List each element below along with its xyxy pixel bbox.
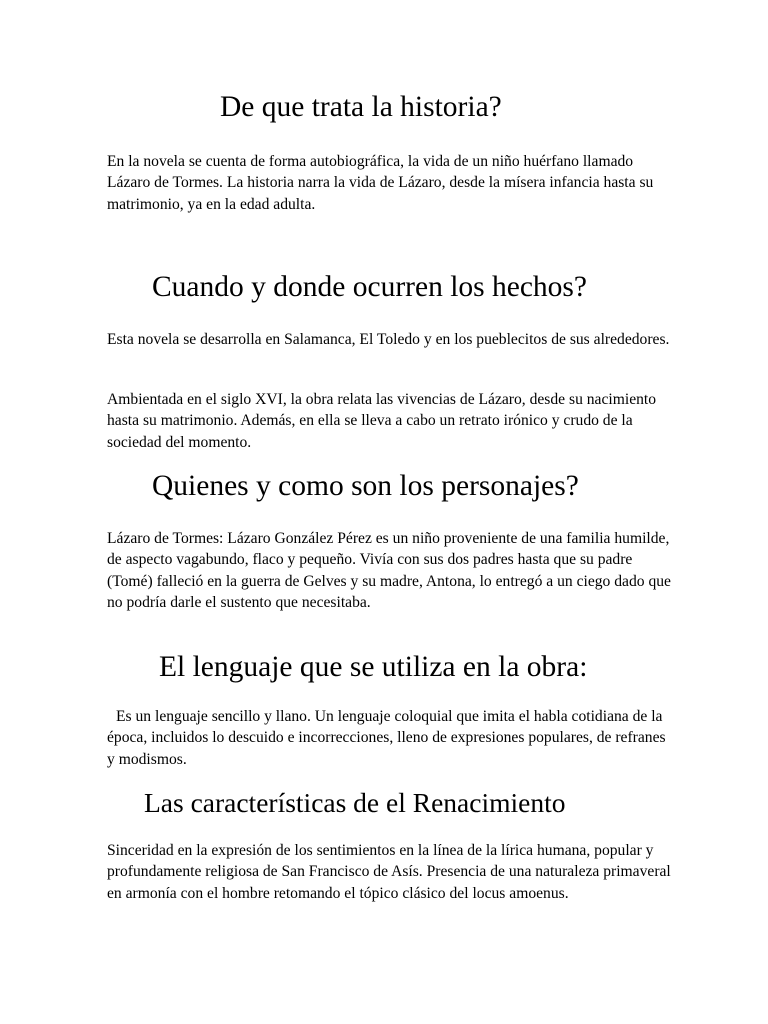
section-heading-personajes: Quienes y como son los personajes?: [152, 470, 579, 502]
section-paragraph: Ambientada en el siglo XVI, la obra relata las vivencias de Lázaro, desde su nacimiento hasta su matrimonio. Además, en ella se lleva a cabo un retrato irónico y crudo de la sociedad del momento.: [107, 391, 657, 451]
section-heading-lenguaje: El lenguaje que se utiliza en la obra:: [159, 651, 588, 683]
section-paragraph: Lázaro de Tormes: Lázaro González Pérez es un niño proveniente de una familia humilde, de aspecto vagabundo, flaco y pequeño. Vivía con sus dos padres hasta que su padre (Tomé) falleció en la guerra de Gelves y su madre, Antona, lo entregó a un ciego dado que no podría darle el sustento que necesitaba.: [107, 530, 671, 611]
section-heading-cuando-donde: Cuando y donde ocurren los hechos?: [152, 271, 588, 303]
section-paragraph: [107, 706, 677, 770]
section-paragraph: Esta novela se desarrolla en Salamanca, El Toledo y en los pueblecitos de sus alrededores.: [107, 331, 670, 348]
section-paragraph: En la novela se cuenta de forma autobiográfica, la vida de un niño huérfano llamado Lázaro de Tormes. La historia narra la vida de Lázaro, desde la mísera infancia hasta su matrimonio, ya en la edad adulta.: [107, 153, 654, 213]
section-heading-historia: De que trata la historia?: [220, 91, 502, 123]
section-paragraph: Sinceridad en la expresión de los sentimientos en la línea de la lírica humana, popular y profundamente religiosa de San Francisco de Asís. Presencia de una naturaleza primaveral en armonía con el hombre retomando el tópico clásico del locus amoenus.: [107, 842, 671, 902]
section-heading-renacimiento: Las características de el Renacimiento: [144, 787, 566, 818]
indented-text: Es un lenguaje sencillo y llano. Un lenguaje coloquial que imita el habla cotidiana de la época, incluidos lo descuido e incorrecciones, lleno de expresiones populares, de refranes y modismos.: [107, 708, 666, 768]
